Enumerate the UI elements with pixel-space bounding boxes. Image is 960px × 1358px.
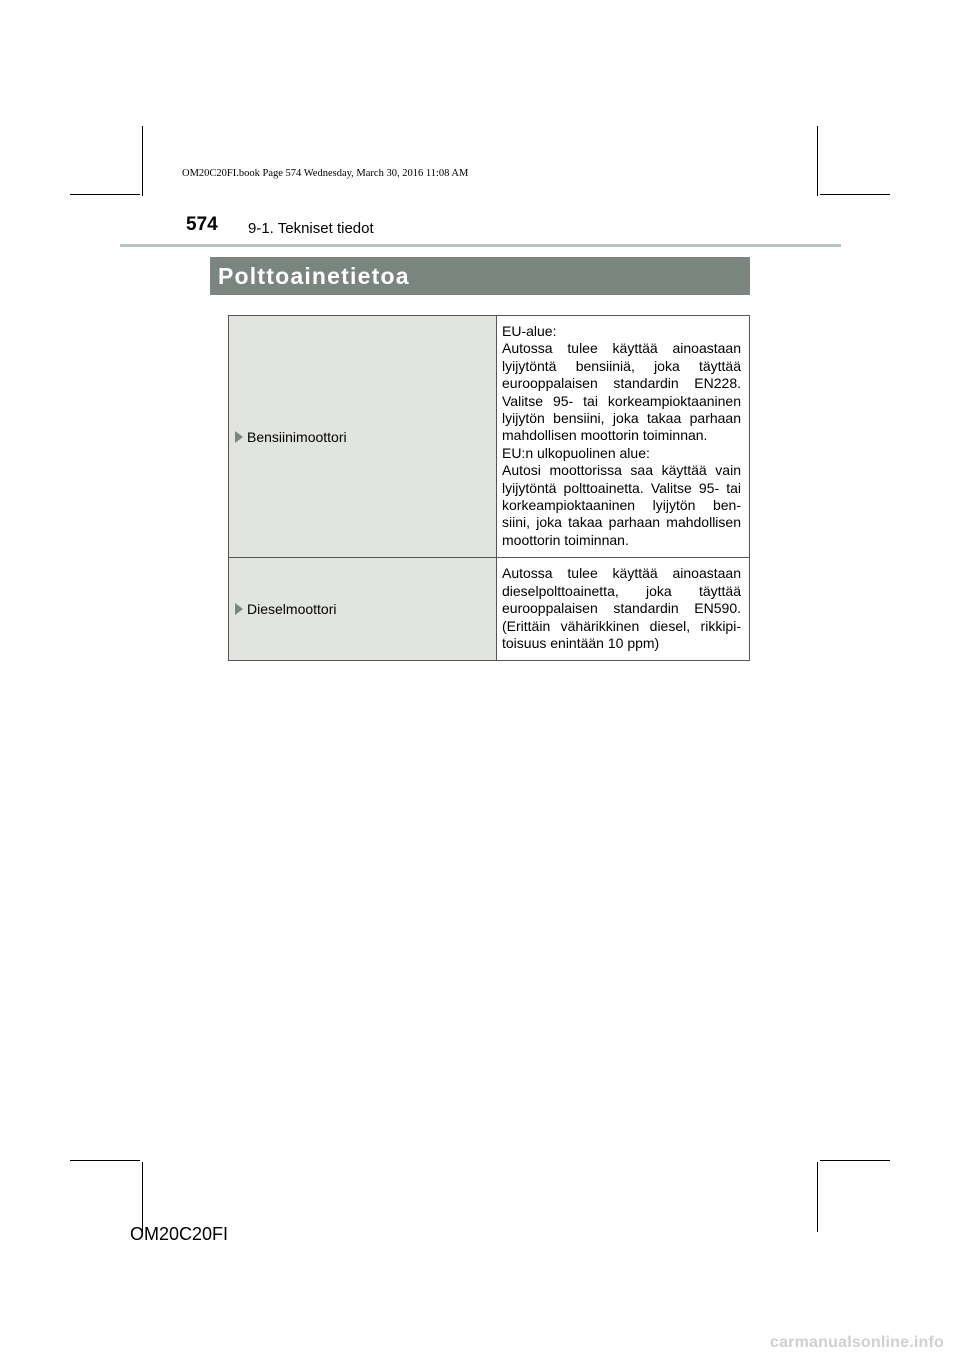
crop-mark-bottom-right-h (820, 1160, 890, 1161)
row-label-cell (229, 316, 497, 558)
description-line: EU-alue: (502, 323, 557, 339)
crop-mark-bottom-left-v (142, 1162, 143, 1232)
table-row (229, 558, 750, 661)
header-rule (120, 244, 841, 247)
description-line: eurooppalaisen standardin EN590. (502, 600, 741, 617)
triangle-arrow-icon (235, 603, 243, 615)
description-line: Autossa tulee käyttää ainoastaan (502, 565, 741, 582)
description-line: lyijytöntä polttoainetta. Valitse 95- tai (502, 479, 741, 496)
description-line: moottorin toiminnan. (502, 531, 629, 548)
row-label-cell (229, 558, 497, 661)
description-line: lyijytön bensiini, joka takaa parhaan (502, 410, 741, 427)
banner-title: Polttoainetietoa (218, 262, 410, 289)
crop-mark-bottom-right-v (817, 1162, 818, 1232)
description-line: toisuus enintään 10 ppm) (502, 634, 660, 651)
description-line: eurooppalaisen standardin EN228. (502, 375, 741, 392)
triangle-arrow-icon (235, 431, 243, 443)
row-label: Bensiinimoottori (247, 428, 347, 445)
row-description-cell (497, 558, 750, 661)
print-info: OM20C20FI.book Page 574 Wednesday, March 30, 2016 11:08 AM (182, 168, 469, 179)
section-title: 9-1. Tekniset tiedot (248, 220, 374, 237)
page-number: 574 (186, 214, 218, 235)
row-description-cell (497, 316, 750, 558)
crop-mark-top-left-v (142, 126, 143, 196)
description-line: siini, joka takaa parhaan mahdollisen (502, 514, 741, 531)
description-line: dieselpolttoainetta, joka täyttää (502, 582, 741, 599)
description-line: korkeampioktaaninen lyijytön ben- (502, 497, 741, 514)
description-line: Autosi moottorissa saa käyttää vain (502, 462, 741, 479)
crop-mark-bottom-left-h (70, 1160, 140, 1161)
footer-code: OM20C20FI (130, 1224, 229, 1244)
crop-mark-top-right-v (817, 126, 818, 196)
description-line: (Erittäin vähärikkinen diesel, rikkipi- (502, 617, 741, 634)
description-line: lyijytöntä bensiiniä, joka täyttää (502, 357, 741, 374)
crop-mark-top-left-h (70, 194, 140, 195)
description-line: mahdollisen moottorin toiminnan. (502, 427, 708, 444)
table-row (229, 316, 750, 558)
watermark: carmanualsonline.info (770, 1334, 945, 1351)
row-label: Dieselmoottori (247, 601, 337, 618)
crop-mark-top-right-h (820, 194, 890, 195)
fuel-info-table (228, 315, 750, 661)
description-line: Autossa tulee käyttää ainoastaan (502, 340, 741, 357)
section-banner (210, 257, 750, 295)
description-line: EU:n ulkopuolinen alue: (502, 444, 650, 461)
description-line: Valitse 95- tai korkeampioktaaninen (502, 392, 741, 409)
